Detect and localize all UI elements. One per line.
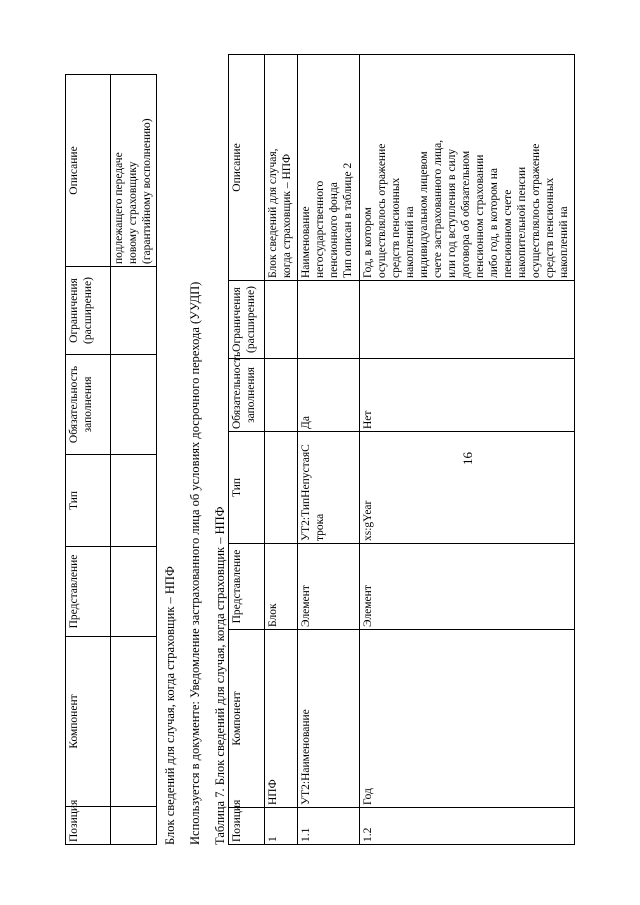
cell-restrictions xyxy=(360,281,575,359)
cell-type: xs:gYear xyxy=(360,432,575,544)
cell-component: Год xyxy=(360,630,575,808)
header-component: Компонент xyxy=(229,630,265,808)
header-restrictions: Ограничения (расширение) xyxy=(66,267,111,355)
header-type: Тип xyxy=(66,455,111,547)
header-type: Тип xyxy=(229,432,265,544)
cell-description: Блок сведений для случая, когда страховщик – НПФ xyxy=(265,55,298,281)
cell-description: Наименование негосударственного пенсионного фонда Тип описан в таблице 2 xyxy=(298,55,360,281)
header-obligatory: Обязательность заполнения xyxy=(229,359,265,432)
table-row xyxy=(111,75,157,845)
cell-obligatory xyxy=(265,359,298,432)
cell-description: Год, в котором осуществлялось отражение средств пенсионных накоплений на индивидуальном лицевом счете застрахованного лица, или год вступления в силу договора об обязательном пенсионном страховании либо год, в котором на пенсионном счете накопительной пенсии осуществлялось отражение средств пенсионных накоплений на xyxy=(360,55,575,281)
cell-position: 1.1 xyxy=(298,808,360,845)
block-caption: Блок сведений для случая, когда страховщик – НПФ xyxy=(163,566,177,845)
cell-representation: Элемент xyxy=(298,544,360,630)
header-description: Описание xyxy=(229,55,265,281)
header-position: Позиция xyxy=(229,808,265,845)
usage-caption: Используется в документе: Уведомление застрахованного лица об условиях досрочного перехода (УУДП) xyxy=(188,281,202,845)
cell-position: 1.2 xyxy=(360,808,575,845)
cell-position: 1 xyxy=(265,808,298,845)
header-obligatory: Обязательность заполнения xyxy=(66,355,111,455)
cell-type xyxy=(265,432,298,544)
continuation-table xyxy=(65,74,157,845)
header-position: Позиция xyxy=(66,807,111,845)
table-row xyxy=(265,55,298,845)
cell-description: подлежащего передаче новому страховщику (гарантийному восполнению) xyxy=(111,75,157,267)
table-title: Таблица 7. Блок сведений для случая, когда страховщик – НПФ xyxy=(213,506,227,845)
cell-representation: Блок xyxy=(265,544,298,630)
table-7 xyxy=(228,54,575,845)
table-row xyxy=(360,55,575,845)
cell-component: УТ2:Наименование xyxy=(298,630,360,808)
header-component: Компонент xyxy=(66,637,111,807)
cell-obligatory: Да xyxy=(298,359,360,432)
header-restrictions: Ограничения (расширение) xyxy=(229,281,265,359)
cell-component: НПФ xyxy=(265,630,298,808)
page-number: 16 xyxy=(460,452,475,465)
cell-restrictions xyxy=(298,281,360,359)
cell-representation: Элемент xyxy=(360,544,575,630)
cell-obligatory: Нет xyxy=(360,359,575,432)
table-row xyxy=(298,55,360,845)
header-description: Описание xyxy=(66,75,111,267)
cell-restrictions xyxy=(265,281,298,359)
header-representation: Представление xyxy=(229,544,265,630)
header-representation: Представление xyxy=(66,547,111,637)
cell-type: УТ2:ТипНепустаяС трока xyxy=(298,432,360,544)
